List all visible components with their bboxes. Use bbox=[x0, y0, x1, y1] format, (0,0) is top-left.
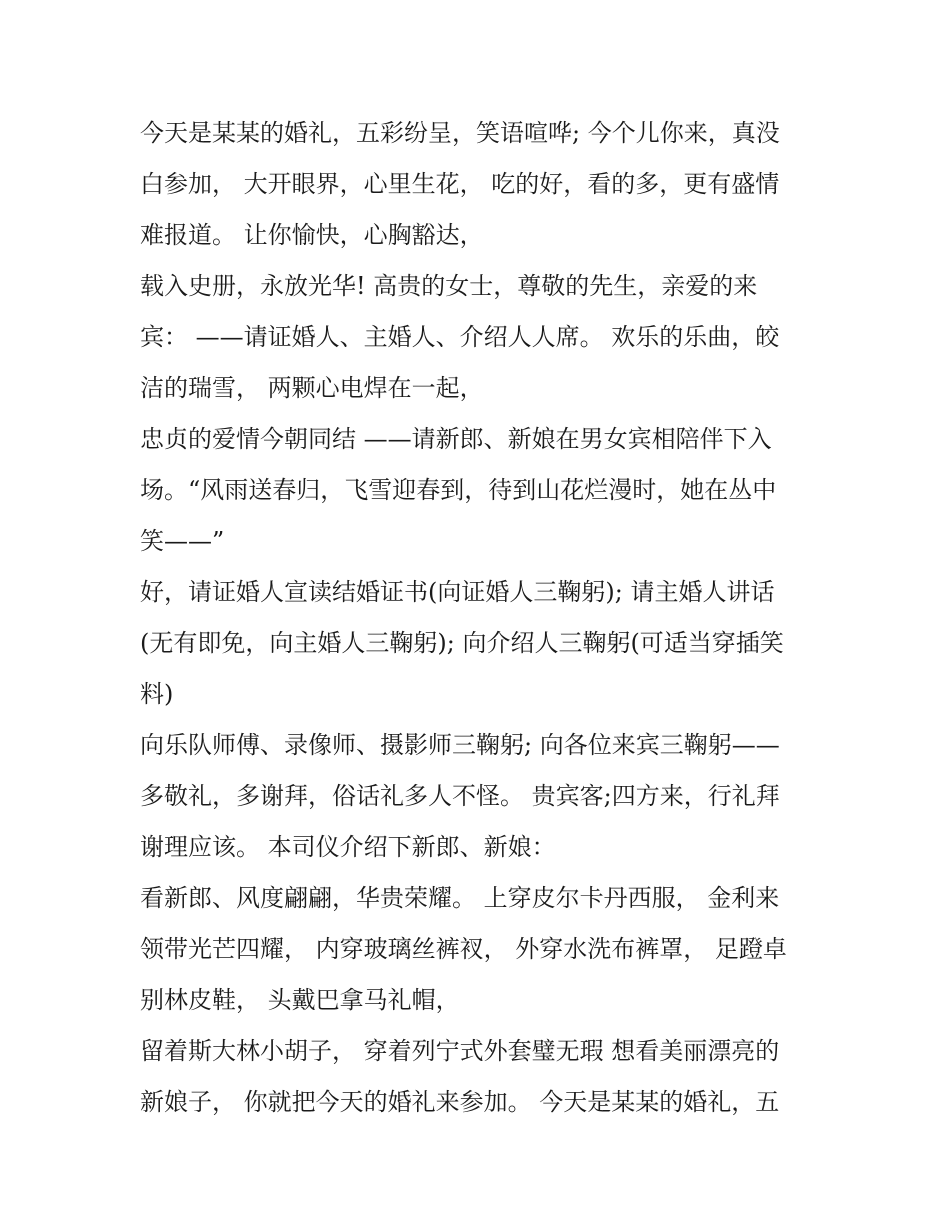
text-line: 领带光芒四耀， 内穿玻璃丝裤衩， 外穿水洗布裤罩， 足蹬卓 bbox=[140, 935, 787, 963]
text-line: 向乐队师傅、录像师、摄影师三鞠躬; 向各位来宾三鞠躬—— bbox=[140, 731, 780, 759]
text-line: 多敬礼，多谢拜，俗话礼多人不怪。 贵宾客;四方来，行礼拜 bbox=[140, 782, 780, 810]
text-line: 洁的瑞雪， 两颗心电焊在一起， bbox=[140, 374, 484, 402]
text-line: 今天是某某的婚礼，五彩纷呈，笑语喧哗; 今个儿你来，真没 bbox=[140, 119, 780, 147]
text-line: 宾： ——请证婚人、主婚人、介绍人人席。 欢乐的乐曲，皎 bbox=[140, 323, 780, 351]
text-line: 谢理应该。 本司仪介绍下新郎、新娘： bbox=[140, 833, 556, 861]
text-line: 载入史册，永放光华! 高贵的女士，尊敬的先生，亲爱的来 bbox=[140, 272, 758, 300]
text-line: 留着斯大林小胡子， 穿着列宁式外套璧无瑕 想看美丽漂亮的 bbox=[140, 1037, 780, 1065]
text-line: 笑——” bbox=[140, 527, 225, 555]
text-line: 料) bbox=[140, 680, 174, 708]
text-line: (无有即免，向主婚人三鞠躬); 向介绍人三鞠躬(可适当穿插笑 bbox=[140, 629, 784, 657]
text-line: 看新郎、风度翩翩，华贵荣耀。 上穿皮尔卡丹西服， 金利来 bbox=[140, 884, 780, 912]
text-line: 难报道。 让你愉快，心胸豁达， bbox=[140, 221, 484, 249]
text-line: 好，请证婚人宣读结婚证书(向证婚人三鞠躬); 请主婚人讲话 bbox=[140, 578, 775, 606]
text-line: 别林皮鞋， 头戴巴拿马礼帽， bbox=[140, 986, 460, 1014]
text-line: 场。“风雨送春归，飞雪迎春到，待到山花烂漫时，她在丛中 bbox=[140, 476, 777, 504]
text-line: 忠贞的爱情今朝同结 ——请新郎、新娘在男女宾相陪伴下入 bbox=[140, 425, 772, 453]
document-body bbox=[140, 108, 810, 1128]
text-line: 新娘子， 你就把今天的婚礼来参加。 今天是某某的婚礼，五 bbox=[140, 1088, 780, 1116]
text-line: 白参加， 大开眼界，心里生花， 吃的好，看的多，更有盛情 bbox=[140, 170, 780, 198]
